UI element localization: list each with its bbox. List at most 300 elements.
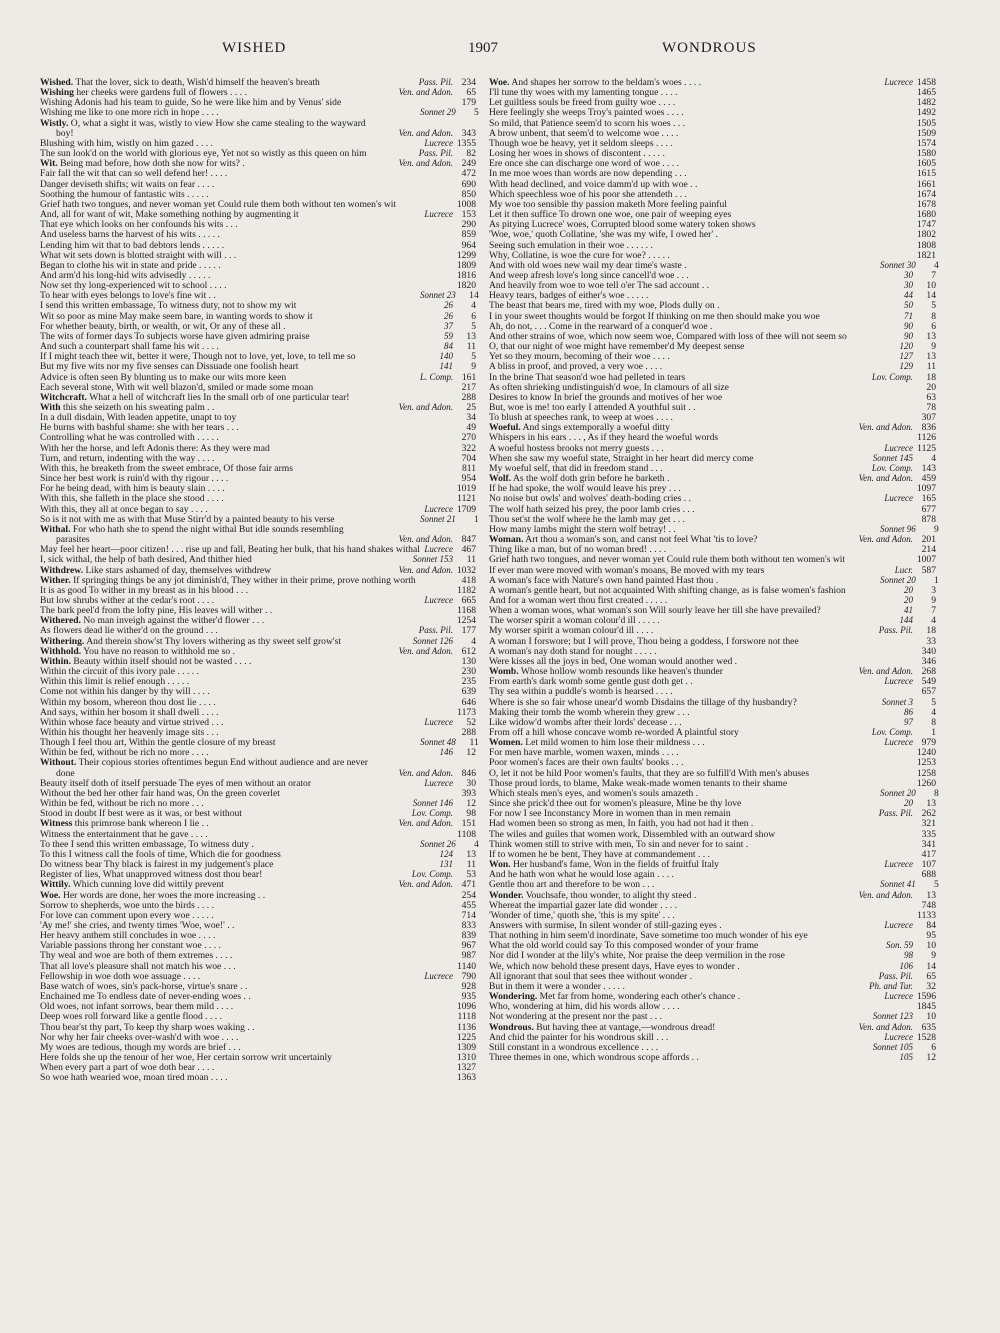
line-number: 1355 [456,137,476,149]
work-title: Lucrece [424,209,453,220]
line-number: 335 [921,828,936,840]
quotation-text: For who hath she to spend the night withal But idle sounds resembling parasites [56,523,344,546]
quotation-text: So is it not with me as with that Muse Stirr'd by a painted beauty to his verse [40,513,335,525]
quotation-text: With this, he breaketh from the sweet embrace, Of those fair arms [40,462,293,474]
quotation-text: Met far from home, wondering each other's chance . [539,991,741,1003]
quotation-text: From off a hill whose concave womb re-worded A plaintful story [489,727,739,738]
line-number: 587 [921,564,936,576]
line-number: 346 [921,655,936,667]
line-number: 677 [921,503,936,515]
line-number: 32 [926,980,936,992]
work-title: Ven. and Adon. [858,534,913,545]
line-number: 33 [926,635,936,647]
line-number: 1173 [457,706,476,718]
quotation-text: her cheeks were gardens full of flowers . . . . [76,87,247,99]
quotation-text: Her heavy anthem still concludes in woe . . . . [40,930,216,942]
quotation-text: Being mad before, how doth she now for wits? . [60,158,245,170]
quotation-text: Were kisses all the joys in bed, One woman would another wed . [489,655,738,667]
headword: Withdrew. [40,564,84,576]
line-number: 12 [466,747,476,759]
work-title: 98 [904,950,913,961]
work-title: L. Comp. [420,371,454,382]
line-number: 201 [921,534,936,546]
quotation-text: Without the bed her other fair hand was, On the green coverlet [40,787,280,799]
headword: Won. [489,859,511,871]
headword: Womb. [489,666,519,678]
work-title: Sonnet 48 [420,737,456,748]
line-number: 11 [926,361,936,373]
headword: Wishing [40,87,74,99]
quotation-text: And says, within her bosom it shall dwell . . . . [40,706,219,718]
quotation-text: Thing like a man, but of no woman bred! . . . . [489,544,667,556]
quotation-text: Making their tomb the womb wherein they grew . . . [489,706,690,718]
quotation-text: Within this limit is relief enough . . . . . [40,676,190,688]
page-number: 1907 [468,40,498,56]
quotation-text: Now set thy long-experienced wit to school . . . . [40,280,227,292]
work-title: Lucrece [424,137,453,148]
line-number: 6 [931,320,936,332]
line-number: 665 [461,594,476,606]
line-number: 1097 [916,483,936,495]
quotation-text: Like widow'd wombs after their lords' decease . . . [489,716,682,728]
line-number: 1580 [916,148,936,160]
work-title: 129 [899,361,913,372]
quotation-text: Lending him wit that to bad debtors lends . . . . . [40,239,225,251]
header-left-word: WISHED [222,40,287,56]
line-number: 1615 [916,168,936,180]
quotation-text: For men have marble, women waxen, minds . . . . [489,747,679,759]
quotation-text: Within be fed, without be rich no more . . . . [40,747,209,759]
line-number: 1032 [456,564,476,576]
line-number: 151 [461,818,476,830]
quotation-text: And arm'd his long-hid wits advisedly . . . . . [40,269,211,281]
work-title: Lucrece [424,503,453,514]
work-title: Lucrece [884,77,913,87]
quotation-text: Grief hath two tongues, and never woman yet Could rule them both without ten women's wit [40,198,397,210]
quotation-text: Her words are done, her woes the more increasing . . [62,889,266,901]
line-number: 1363 [456,1072,476,1084]
work-title: Lucrece [424,544,453,555]
line-number: 1678 [916,198,936,210]
line-number: 859 [461,229,476,241]
line-number: 1133 [917,909,936,921]
concordance-entry [489,1053,936,1063]
quotation-text: Still constant in a wondrous excellence . . . . [489,1041,659,1053]
quotation-text: Thy weal and woe are both of them extremes . . . . [40,950,233,962]
quotation-text: Deep woes roll forward like a gentle flood . . . . [40,1011,222,1023]
quotation-text: And for a woman wert thou first created . . . . . [489,594,668,606]
quotation-text: Poor women's faces are their own faults' books . . . [489,757,684,769]
line-number: 1096 [456,1001,476,1013]
work-title: 86 [904,706,913,717]
line-number: 5 [931,300,936,312]
line-number: 5 [471,320,476,332]
citation [420,107,479,119]
work-title: Lov. Comp. [871,371,913,382]
line-number: 1327 [456,1062,476,1074]
work-title: Ven. and Adon. [858,473,913,484]
quotation-text: A woeful hostess brooks not merry guests . . . [489,442,664,454]
quotation-text: Let mild women to him lose their mildness . . . [525,737,705,749]
quotation-text: For love can comment upon every woe . . . . . [40,909,214,921]
concordance-entry [40,758,476,778]
line-number: 130 [461,655,476,667]
quotation-text: Come not within his danger by thy will . . . . [40,686,210,698]
line-number: 1809 [456,259,476,271]
work-title: 141 [439,361,453,372]
line-number: 10 [926,1011,936,1023]
line-number: 8 [931,310,936,322]
work-title: Lucrece [884,991,913,1002]
headword: Wondering. [489,991,538,1003]
line-number: 1007 [916,554,936,566]
headword: Wit. [40,158,58,170]
line-number: 343 [461,127,476,139]
work-title: 90 [904,330,913,341]
quotation-text: And, all for want of wit, Make something nothing by augmenting it [40,209,299,221]
quotation-text: For he being dead, with him is beauty slain . . . . [40,483,225,495]
line-number: 393 [461,787,476,799]
work-title: Sonnet 145 [872,452,913,463]
line-number: 3 [931,584,936,596]
quotation-text: Yet so they mourn, becoming of their woe . . . . [489,351,670,363]
headword: Wondrous. [489,1021,534,1033]
quotation-text: If ever man were moved with woman's moans, Be moved with my tears [489,564,765,576]
quotation-text: As often shrieking undistinguish'd woe, In clamours of all size [489,381,729,393]
line-number: 143 [921,462,936,474]
line-number: 847 [461,534,476,546]
headword: Witness [40,818,73,830]
quotation-text: Advice is often seen By blunting us to make our wits more keen [40,371,287,383]
work-title: 97 [904,716,913,727]
quotation-text: As the wolf doth grin before he barketh . [513,473,670,485]
line-number: 4 [931,452,936,464]
line-number: 704 [461,452,476,464]
quotation-text: The beast that bears me, tired with my woe, Plods dully on . [489,300,720,312]
line-number: 964 [461,239,476,251]
work-title: Sonnet 23 [420,290,456,301]
quotation-text: Art thou a woman's son, and canst not feel What 'tis to love? [525,534,758,546]
quotation-text: How many lambs might the stern wolf betray! . . [489,523,676,535]
quotation-text: Why, Collatine, is woe the cure for woe? . . . . . [489,249,670,261]
work-title: 37 [444,320,453,331]
line-number: 1528 [916,1031,936,1043]
line-number: 4 [471,300,476,312]
work-title: Pass. Pil. [418,625,453,636]
quotation-text: And weep afresh love's long since cancell'd woe . . . [489,269,689,281]
quotation-text: For whether beauty, birth, or wealth, or wit, Or any of these all . [40,320,286,332]
line-number: 1258 [916,767,936,779]
line-number: 290 [461,219,476,231]
work-title: 44 [904,290,913,301]
line-number: 4 [933,259,939,271]
quotation-text: 'Wonder of time,' quoth she, 'this is my spite' . . . [489,909,675,921]
quotation-text: No noise but owls' and wolves' death-boding cries . . [489,493,691,505]
quotation-text: And heavily from woe to woe tell o'er The sad account . . [489,280,710,292]
work-title: Ven. and Adon. [398,158,453,169]
work-title: Lucrece [424,716,453,727]
line-number: 6 [931,1041,936,1053]
line-number: 11 [466,341,476,353]
line-number: 9 [471,361,476,373]
line-number: 1225 [456,1031,476,1043]
quotation-text: Vouchsafe, thou wonder, to alight thy steed . [525,889,697,901]
quotation-text: So woe hath wearied woe, moan tired moan . . . . [40,1072,228,1084]
quotation-text: A woman's gentle heart, but not acquainted With shifting change, as is false women's fashion [489,584,846,596]
line-number: 288 [461,391,476,403]
line-number: 1182 [457,584,476,596]
line-number: 235 [461,676,476,688]
quotation-text: It is as good To wither in my breast as in his blood . . . [40,584,249,596]
work-title: Lov. Comp. [411,808,453,819]
work-title: Lucrece [424,594,453,605]
quotation-text: Register of lies, What unapproved witness dost thou bear! [40,869,263,881]
line-number: 214 [921,544,936,556]
line-number: 20 [926,381,936,393]
line-number: 8 [931,716,936,728]
quotation-text: Began to clothe his wit in state and pride . . . . . [40,259,221,271]
quotation-text: Nor did I wonder at the lily's white, Nor praise the deep vermilion in the rose [489,950,785,962]
quotation-text: Here feelingly she weeps Troy's painted woes . . . . [489,107,684,119]
quotation-text: Who, wondering at him, did his words allow . . . . [489,1001,680,1013]
line-number: 1574 [916,137,936,149]
headword: Women. [489,737,523,749]
quotation-text: Those proud lords, to blame, Make weak-made women tenants to their shame [489,777,788,789]
work-title: Sonnet 41 [880,879,916,890]
line-number: 1661 [916,178,936,190]
headword: Withered. [40,615,81,627]
work-title: Lucrece [884,676,913,687]
line-number: 234 [461,77,476,88]
line-number: 341 [921,838,936,850]
line-number: 459 [921,473,936,485]
work-title: 50 [904,300,913,311]
line-number: 928 [461,980,476,992]
quotation-text: To this I witness call the fools of time, Which die for goodness [40,848,281,860]
quotation-text: Within his thought her heavenly image sits . . . [40,727,219,738]
quotation-text: With head declined, and voice damm'd up with woe . . [489,178,698,190]
quotation-text: I in your sweet thoughts would be forgot If thinking on me then should make you woe [489,310,820,322]
quotation-text: And other strains of woe, which now seem woe, Compared with loss of thee will not seem so [489,330,847,342]
quotation-text: Since her best work is ruin'd with thy rigour . . . . [40,473,229,485]
line-number: 1121 [457,493,476,505]
line-number: 9 [933,523,939,535]
quotation-text: And shapes her sorrow to the beldam's woes . . . . [511,77,701,88]
line-number: 84 [926,919,936,931]
work-title: Sonnet 21 [420,513,456,524]
line-number: 18 [926,371,936,383]
line-number: 4 [471,635,476,647]
line-number: 14 [469,290,479,302]
line-number: 1140 [457,960,476,972]
line-number: 418 [461,574,476,586]
quotation-text: Think women still to strive with men, To sin and never for to saint . [489,838,749,850]
line-number: 12 [926,1052,936,1063]
work-title: 30 [904,269,913,280]
line-number: 25 [466,402,476,413]
line-number: 1465 [916,87,936,99]
line-number: 262 [921,808,936,820]
line-number: 288 [461,727,476,738]
line-number: 1168 [457,605,476,617]
line-number: 1458 [916,77,936,88]
quotation-text: That all love's pleasure shall not match his woe . . . [40,960,236,972]
line-number: 11 [466,859,476,871]
quotation-text: So mild, that Patience seem'd to scorn his woes . . . [489,117,685,129]
line-number: 1605 [916,158,936,170]
work-title: 127 [899,351,913,362]
line-number: 472 [461,168,476,180]
line-number: 10 [926,940,936,952]
line-number: 688 [921,869,936,881]
quotation-text: We, which now behold these present days, Have eyes to wonder . [489,960,740,972]
line-number: 1125 [917,442,936,454]
headword: Without. [40,757,77,769]
line-number: 4 [473,838,479,850]
line-number: 49 [466,422,476,434]
line-number: 612 [461,645,476,657]
quotation-text: Desires to know In brief the grounds and motives of her woe [489,391,723,403]
line-number: 1674 [916,188,936,200]
work-title: Sonnet 29 [420,107,456,118]
quotation-text: And chid the painter for his wondrous skill . . . [489,1031,669,1043]
quotation-text: O, that our night of woe might have remember'd My deepest sense [489,341,745,353]
line-number: 14 [926,960,936,972]
citation [420,1072,476,1083]
quotation-text: this primrose bank whereon I lie . . [74,818,209,830]
line-number: 657 [921,686,936,698]
quotation-text: My woe too sensible thy passion maketh More feeling painful [489,198,727,210]
work-title: 84 [444,341,453,352]
quotation-text: Though I feel thou art, Within the gentle closure of my breast [40,737,276,749]
quotation-text: Their copious stories oftentimes begun End without audience and are never done [56,757,368,779]
quotation-text: With her the horse, and left Adonis there: As they were mad [40,442,270,454]
quotation-text: When she saw my woeful state, Straight in her heart did mercy come [489,452,754,464]
line-number: 836 [921,422,936,434]
quotation-text: The sun look'd on the world with glorious eye, Yet not so wistly as this queen on him [40,148,367,160]
work-title: Sonnet 153 [412,554,453,565]
work-title: Sonnet 20 [880,574,916,585]
quotation-text: If springing things be any jot diminish'd, They wither in their prime, prove nothing worth [73,574,416,586]
line-number: 714 [461,909,476,921]
quotation-text: With this, they all at once began to say . . . . [40,503,208,515]
line-number: 846 [461,767,476,779]
line-number: 13 [466,330,476,342]
quotation-text: No man inveigh against the wither'd flower . . . [83,615,265,627]
quotation-text: Like stars ashamed of day, themselves withdrew [85,564,272,576]
work-title: Lov. Comp. [871,462,913,473]
line-number: 1492 [916,107,936,119]
quotation-text: I, sick withal, the help of bath desired, And thither hied [40,554,252,566]
line-number: 1310 [456,1052,476,1063]
line-number: 1118 [457,1011,476,1023]
quotation-text: As pitying Lucrece' woes, Corrupted blood some watery token shows [489,219,756,231]
quotation-text: Had women been so strong as men, In faith, you had not had it then . [489,818,754,830]
work-title: 41 [904,605,913,616]
quotation-text: Seeing such emulation in their woe . . . . . . [489,239,653,251]
quotation-text: Controlling what he was controlled with . . . . . [40,432,219,444]
line-number: 217 [461,381,476,393]
headword: Wished. [40,77,74,88]
quotation-text: The wolf hath seized his prey, the poor lamb cries . . . [489,503,695,515]
work-title: Pass. Pil. [878,970,913,981]
work-title: Lucrece [884,859,913,870]
quotation-text: Grief hath two tongues, and never woman yet Could rule them both without ten women's wit [489,554,846,566]
quotation-text: If I might teach thee wit, better it were, Though not to love, yet, love, to tell me so [40,351,356,363]
headword: Wolf. [489,473,512,485]
line-number: 5 [471,351,476,363]
concordance-entry [40,119,476,139]
work-title: Lucrece [424,777,453,788]
line-number: 1 [473,513,479,525]
quotation-text: Losing her woes in shows of discontent . . . . . [489,148,665,160]
quotation-text: Do witness bear Thy black is fairest in my judgement's place [40,859,274,871]
right-column [489,77,939,1328]
work-title: Pass. Pil. [878,625,913,636]
quotation-text: Thy sea within a puddle's womb is hearsed . . . . [489,686,673,698]
quotation-text: But in them it were a wonder . . . . . [489,980,625,992]
line-number: 878 [921,513,936,525]
headword: Wither. [40,574,71,586]
work-title: 146 [439,747,453,758]
quotation-text: From earth's dark womb some gentle gust doth get . . [489,676,693,688]
line-number: 1 [933,574,939,586]
line-number: 1802 [916,229,936,241]
concordance-entry [40,525,476,545]
work-title: 20 [904,584,913,595]
quotation-text: And he hath won what he would lose again . . . . [489,869,674,881]
line-number: 30 [466,777,476,789]
work-title: Lucrece [424,970,453,981]
quotation-text: Old woes, not infant sorrows, bear them mild . . . . [40,1001,234,1013]
quotation-text: Where is she so fair whose unear'd womb Disdains the tillage of thy husbandry? [489,696,797,708]
work-title: Ven. and Adon. [858,666,913,677]
line-number: 161 [461,371,477,383]
line-number: 7 [931,605,936,617]
line-number: 1808 [916,239,936,251]
concordance-entry [40,1073,476,1083]
line-number: 1509 [916,127,936,139]
line-number: 95 [926,930,936,942]
line-number: 1709 [456,503,476,515]
quotation-text: If he had spoke, the wolf would leave his prey . . . [489,483,681,495]
quotation-text: Answers with surmise, In silent wonder of still-gazing eyes . [489,919,722,931]
work-title: Ven. and Adon. [398,402,453,412]
quotation-text: Whereat the impartial gazer late did wonder . . . . [489,899,678,911]
headword: Wittily. [40,879,71,891]
work-title: 59 [444,330,453,341]
line-number: 98 [466,808,476,820]
line-number: 14 [926,290,936,302]
line-number: 11 [466,554,476,566]
quotation-text: Each several stone, With wit well blazon'd, smiled or made some moan [40,381,314,393]
line-number: 549 [921,676,936,688]
quotation-text: Whose hollow womb resounds like heaven's thunder [520,666,723,678]
quotation-text: Soothing the humour of fantastic wits . . . . . [40,188,209,200]
line-number: 9 [931,950,936,962]
quotation-text: Not wondering at the present nor the past . . . [489,1011,662,1023]
line-number: 1240 [916,747,936,759]
line-number: 249 [461,158,476,170]
quotation-text: Which steals men's eyes, and women's souls amazeth . [489,787,699,799]
quotation-text: But low shrubs wither at the cedar's root . . . . [40,594,215,606]
line-number: 65 [926,970,936,982]
quotation-text: And sings extemporally a woeful ditty [522,422,670,434]
line-number: 53 [466,869,476,881]
work-title: 120 [899,341,913,352]
work-title: Sonnet 26 [420,838,456,849]
quotation-text: Ere once she can discharge one word of woe . . . . [489,158,680,170]
